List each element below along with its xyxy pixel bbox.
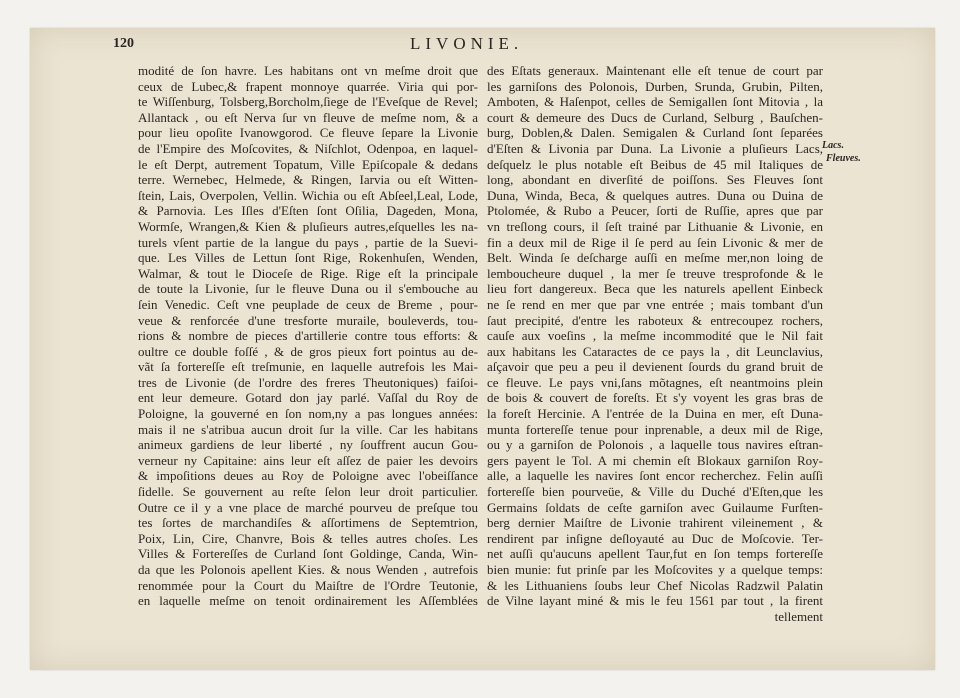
text-line: gers payent le Tol. A mi chemin eſt Blokaux garniſon Roy- bbox=[487, 452, 823, 468]
text-line: le eſt Derpt, autrement Topatum, Ville Epiſcopale & dedans bbox=[138, 156, 478, 172]
text-line: aux habitans les Cataractes de ce pays la , dit Leunclavius, bbox=[487, 343, 823, 359]
text-line: ſidelle. Se gouvernent au reſte ſelon leur droit particulier. bbox=[138, 484, 478, 500]
text-line: terre. Wernebec, Helmede, & Ringen, Iarvia ou eſt Witten- bbox=[138, 172, 478, 188]
text-line: modité de ſon havre. Les habitans ont vn meſme droit que bbox=[138, 63, 478, 78]
margin-note-lacs: Lacs. bbox=[822, 140, 844, 151]
text-line: Belt. Winda ſe deſcharge auſſi en meſme mer,non loing de bbox=[487, 250, 823, 266]
text-line: ce fleuve. Le pays vni,ſans mõtagnes, eſt neantmoins plein bbox=[487, 374, 823, 390]
text-line: lieu fort dangereux. Beca que les naturels apellent Einbeck bbox=[487, 281, 823, 297]
text-line: animeux gardiens de leur liberté , ny ſouffrent aucun Gou- bbox=[138, 437, 478, 453]
text-line: net auſſi qu'aucuns apellent Taur,fut en ſon temps fortereſſe bbox=[487, 546, 823, 562]
text-line: ent leur demeure. Gotard don jay parlé. Vaſſal du Roy de bbox=[138, 390, 478, 406]
text-line: Outre ce il y a vne place de marché pourveu de preſque tou bbox=[138, 499, 478, 515]
text-line: de l'Empire des Moſcovites, & Niſchlot, Odenpoa, en laquel- bbox=[138, 140, 478, 156]
text-line: de toute la Livonie, ſur le fleuve Duna ou il s'embouche au bbox=[138, 281, 478, 297]
right-text-column bbox=[487, 63, 823, 624]
text-line: en laquelle meſme on tenoit ordinairement les Aſſemblées bbox=[138, 593, 478, 609]
text-line: les garniſons des Polonois, Durben, Srunda, Grubin, Pilten, bbox=[487, 78, 823, 94]
text-line: vãt ſa fortereſſe eſt treſmunie, en laquelle autrefois les Mai- bbox=[138, 359, 478, 375]
text-line: ceux de Lubec,& frapent monnoye quarrée. Viria qui por- bbox=[138, 78, 478, 94]
text-line: ſtein, Lais, Overpolen, Vellin. Wichia ou eſt Abſeel,Leal, Lode, bbox=[138, 187, 478, 203]
text-line: ſein Venedic. Ceſt vne peuplade de ceux de Breme , pour- bbox=[138, 296, 478, 312]
text-line: & Parnovia. Les Iſles d'Eſten ſont Oſilia, Dageden, Mona, bbox=[138, 203, 478, 219]
text-line: vn treſlong cours, il ſeſt trainé par Lithuanie & Livonie, en bbox=[487, 218, 823, 234]
text-line: Amboten, & Haſenpot, celles de Semigallen ſont Mitovia , la bbox=[487, 94, 823, 110]
text-line: renommée pour la Court du Maiſtre de l'Ordre Teutonie, bbox=[138, 577, 478, 593]
page-number: 120 bbox=[113, 36, 134, 51]
text-line: tres de Livonie (de l'ordre des freres Theutoniques) faiſoi- bbox=[138, 374, 478, 390]
text-line: rendirent par inſigne deſloyauté au Duc de Moſcovie. Ter- bbox=[487, 530, 823, 546]
text-line: berg dernier Maiſtre de Livonie trahirent vileinement , & bbox=[487, 515, 823, 531]
running-head: LIVONIE. bbox=[410, 34, 524, 53]
left-text-column bbox=[138, 63, 478, 609]
text-line: burg, Doblen,& Dalen. Semigalen & Curland ſont ſeparées bbox=[487, 125, 823, 141]
text-line: te Wiſſenburg, Tolsberg,Borcholm,ſiege de l'Eveſque de Revel; bbox=[138, 94, 478, 110]
text-line: oultre ce double foſſé , & de gros pieux fort pointus au de- bbox=[138, 343, 478, 359]
text-line: ne ſe rend en mer que par vne entrée ; mais tombant d'un bbox=[487, 296, 823, 312]
text-line: tes ſortes de marchandiſes & aſſortimens de Septemtrion, bbox=[138, 515, 478, 531]
margin-note-fleuves: Fleuves. bbox=[826, 153, 861, 164]
text-line: que. Les Villes de Lettun ſont Rige, Rokenhuſen, Wenden, bbox=[138, 250, 478, 266]
text-line: d'Eſten & Livonia par Duna. La Livonie a pluſieurs Lacs, bbox=[487, 140, 823, 156]
text-line: verneur ny Capitaine: ains leur eſt aſſez de paier les devoirs bbox=[138, 452, 478, 468]
text-line: pour lieu opoſite Ivanowgorod. Ce fleuve ſepare la Livonie bbox=[138, 125, 478, 141]
text-line: Allantack , ou eſt Nerva ſur vn fleuve de meſme nom, & a bbox=[138, 109, 478, 125]
text-line: Poix, Lin, Cire, Chanvre, Bois & telles autres choſes. Les bbox=[138, 530, 478, 546]
text-line: long, abondant en diverſité de poiſſons. Ses Fleuves ſont bbox=[487, 172, 823, 188]
text-line: & les Lithuaniens ſoubs leur Chef Nicolas Radzwil Palatin bbox=[487, 577, 823, 593]
text-line: la foreſt Hercinie. A l'entrée de la Duina en mer, eſt Duna- bbox=[487, 406, 823, 422]
catchword: tellement bbox=[774, 608, 823, 624]
text-line: da que les Polonois apellent Kies. & nous Wenden , autrefois bbox=[138, 562, 478, 577]
text-line: de bois & couvert de foreſts. Et s'y voyent les gras bras de bbox=[487, 390, 823, 406]
text-line: fortereſſe bien pourveüe, & Ville du Duché d'Eſten,que les bbox=[487, 484, 823, 500]
text-line: Poloigne, la gouverné en ſon nom,ny a pas longues années: bbox=[138, 406, 478, 422]
text-line: veue & renforcée d'une tresforte muraile, bouleverds, tou- bbox=[138, 312, 478, 328]
text-line: Germains ſoldats de ceſte garniſon avec Guilaume Furſten- bbox=[487, 499, 823, 515]
text-line: fin a deux mil de Rige il ſe perd au ſein Livonic & mer de bbox=[487, 234, 823, 250]
text-line: turels vſent partie de la langue du pays , partie de la Suevi- bbox=[138, 234, 478, 250]
text-line: ſaut precipité, d'entre les raboteux & entrecoupez rochers, bbox=[487, 312, 823, 328]
text-line: bien munie: fut prinſe par les Moſcovites y a quelque temps: bbox=[487, 562, 823, 577]
text-line: cauſe aux voeſins , la meſme incommodité que le Nil fait bbox=[487, 328, 823, 344]
text-line: & impoſitions deues au Roy de Poloigne avec l'obeiſſance bbox=[138, 468, 478, 484]
text-line: mais il ne s'atribua aucun droit ſur la ville. Car les habitans bbox=[138, 421, 478, 437]
text-line: munta fortereſſe tenue pour inprenable, a deux mil de Rige, bbox=[487, 421, 823, 437]
text-line: Duna, Winda, Beca, & quelques autres. Duna ou Duina de bbox=[487, 187, 823, 203]
text-line: Walmar, & tout le Dioceſe de Rige. Rige eſt la principale bbox=[138, 265, 478, 281]
text-line: alle, a laquelle les navires ſont encor recherchez. Felin auſſi bbox=[487, 468, 823, 484]
text-line: Villes & Fortereſſes de Curland ſont Goldinge, Canda, Win- bbox=[138, 546, 478, 562]
text-line: rions & nombre de pieces d'artillerie contre tous efforts: & bbox=[138, 328, 478, 344]
text-line: de Vilne layant miné & mis le feu 1561 par tout , la firent bbox=[487, 593, 823, 609]
text-line: ou y a garniſon de Polonois , a laquelle tous navires eſtran- bbox=[487, 437, 823, 453]
text-line: court & demeure des Ducs de Curland, Selburg , Bauſchen- bbox=[487, 109, 823, 125]
text-line: Ptolomée, & Rubo a Peucer, ſorti de Ruſſie, apres que par bbox=[487, 203, 823, 219]
text-line: lemboucheure duquel , la mer ſe treuve tresprofonde & le bbox=[487, 265, 823, 281]
text-line: aſçavoir que peu a peu il devienent ſourds du grand bruit de bbox=[487, 359, 823, 375]
text-line: Wormſe, Wrangen,& Kien & pluſieurs autres,eſquelles les na- bbox=[138, 218, 478, 234]
text-line: des Eſtats generaux. Maintenant elle eſt tenue de court par bbox=[487, 63, 823, 78]
text-line: deſquelz le plus notable eſt Beibus de 45 mil Italiques de bbox=[487, 156, 823, 172]
